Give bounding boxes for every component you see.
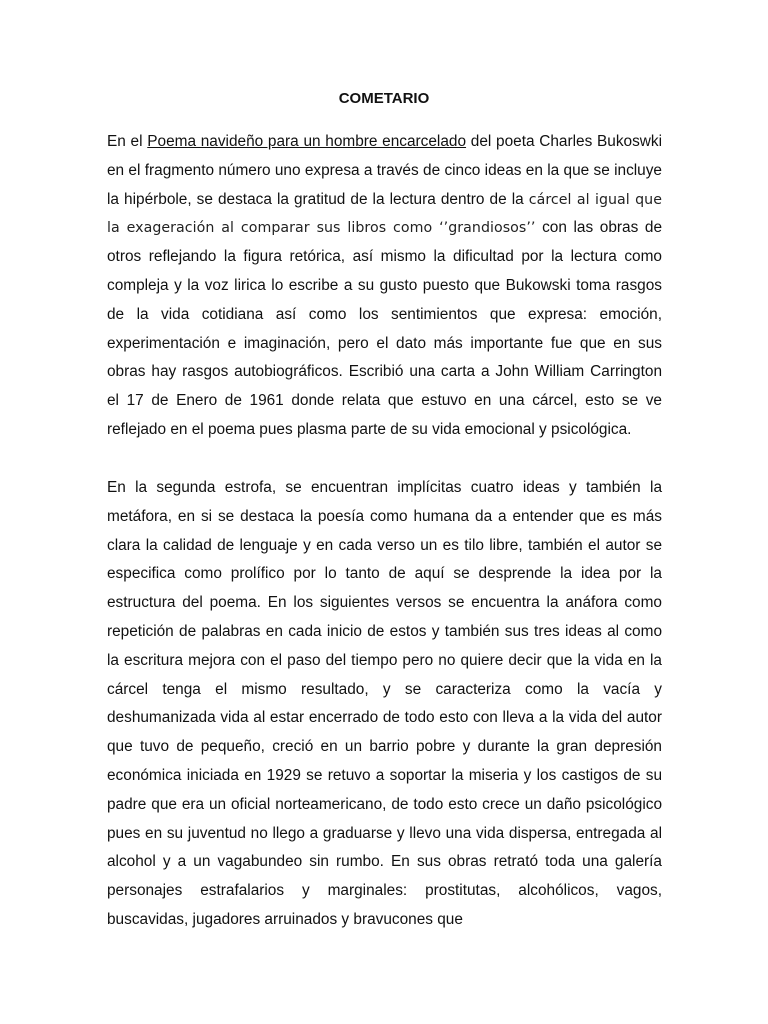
paragraph-2: En la segunda estrofa, se encuentran implícitas cuatro ideas y también la metáfora, en si se destaca la poesía como humana da a entender que es más clara la calidad de lenguaje y en cada verso un es tilo libre, también el autor se especifica como prolífico por lo tanto de aquí se desprende la idea por la estructura del poema. En los siguientes versos se encuentra la anáfora como repetición de palabras en cada inicio de estos y también sus tres ideas al como la escritura mejora con el paso del tiempo pero no quiere decir que la vida en la cárcel tenga el mismo resultado, y se caracteriza como la vacía y deshumanizada vida al estar encerrado de todo esto con lleva a la vida del autor que tuvo de pequeño, creció en un barrio pobre y durante la gran depresión económica iniciada en 1929 se retuvo a soportar la miseria y los castigos de su padre que era un oficial norteamericano, de todo esto crece un daño psicológico pues en su juventud no llego a graduarse y llevo una vida dispersa, entregada al alcohol y a un vagabundeo sin rumbo. En sus obras retrató toda una galería personajes estrafalarios y marginales: prostitutas, alcohólicos, vagos, buscavidas, jugadores arruinados y bravucones que [107, 479, 662, 928]
document-title: COMETARIO [338, 90, 430, 107]
paragraph-1-text-b: con las obras de otros reflejando la figura retórica, así mismo la dificultad por la lectura como compleja y la voz lirica lo escribe a su gusto puesto que Bukowski toma rasgos de la vida cotidiana así como los sentimientos que expresa: emoción, experimentación e imaginación, pero el dato más importante fue que en sus obras hay rasgos autobiográficos. Escribió una carta a John William Carrington el 17 de Enero de 1961 donde relata que estuvo en una cárcel, esto se ve reflejado en el poema pues plasma parte de su vida emocional y psicológica. [107, 219, 663, 438]
paragraph-1 [107, 128, 662, 445]
poem-title: Poema navideño para un hombre encarcelado [147, 133, 467, 150]
paragraph-1-thin-line: cárcel al igual que la exageración al comparar sus libros como ‘’grandiosos’’ [107, 191, 662, 237]
paragraph-1-text-a: del poeta Charles Bukoswki en el fragmento número uno expresa a través de cinco ideas en la que se incluye la hipérbole, se destaca la gratitud de la lectura dentro de la [107, 133, 663, 208]
paragraph-1-intro: En el [107, 133, 148, 150]
